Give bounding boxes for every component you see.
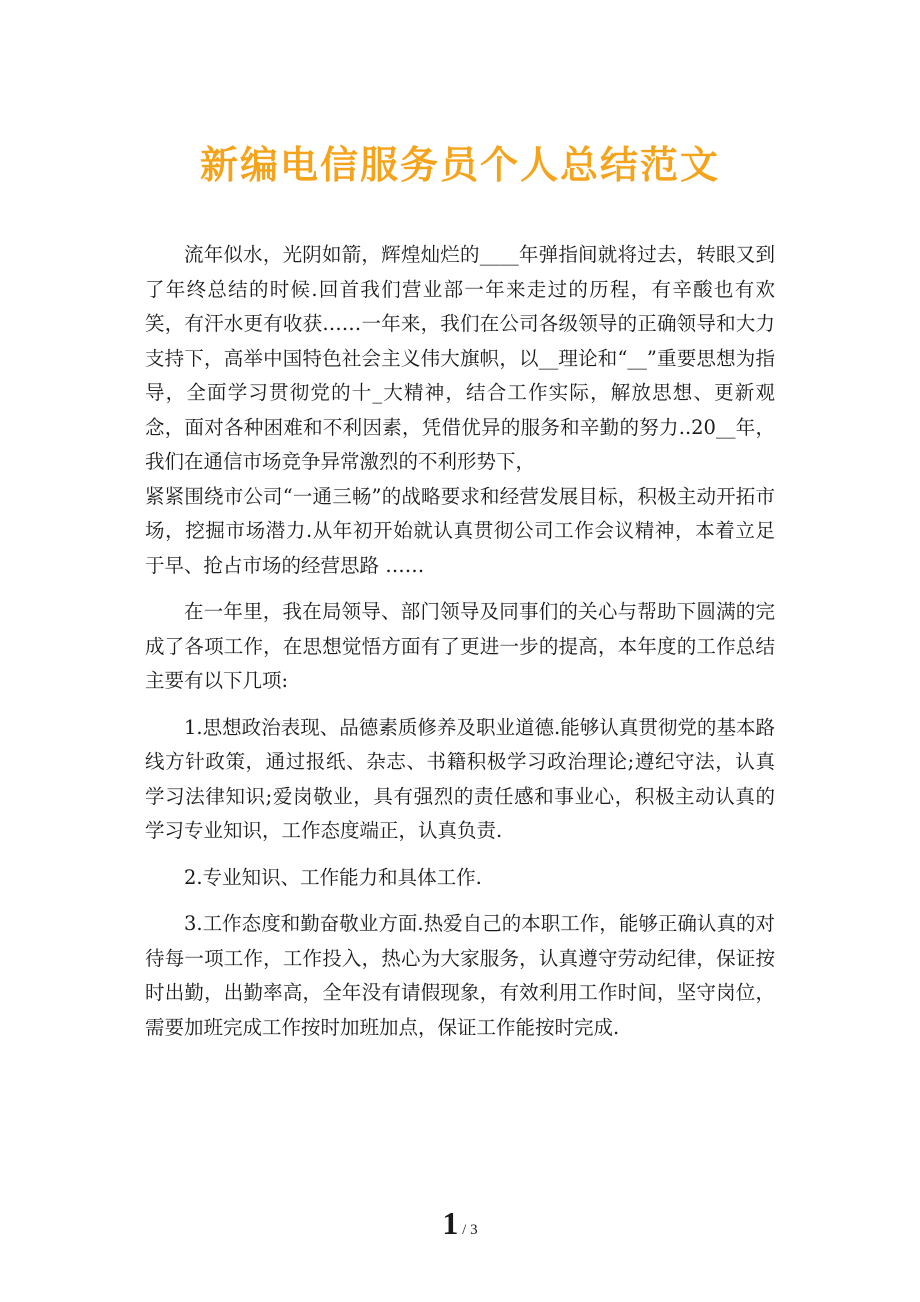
page-current: 1	[442, 1205, 459, 1241]
paragraph-item-1: 1.思想政治表现、品德素质修养及职业道德.能够认真贯彻党的基本路线方针政策，通过报纸、杂志、书籍积极学习政治理论;遵纪守法，认真学习法律知识;爱岗敬业，具有强烈的责任感和事业心，积极主动认真的学习专业知识，工作态度端正，认真负责.	[145, 715, 775, 842]
page-total: 3	[470, 1222, 478, 1238]
paragraph-overview: 在一年里，我在局领导、部门领导及同事们的关心与帮助下圆满的完成了各项工作，在思想觉悟方面有了更进一步的提高，本年度的工作总结主要有以下几项:	[145, 600, 775, 692]
document-body	[145, 238, 775, 1045]
document-title: 新编电信服务员个人总结范文	[199, 142, 720, 188]
paragraph-strategy: 紧紧围绕市公司“一通三畅”的战略要求和经营发展目标，积极主动开拓市场，挖掘市场潜力.从年初开始就认真贯彻公司工作会议精神，本着立足于早、抢占市场的经营思路 ……	[145, 484, 775, 577]
page-separator: /	[458, 1222, 471, 1238]
paragraph-item-2: 2.专业知识、工作能力和具体工作.	[184, 865, 482, 889]
paragraph-intro: 流年似水，光阴如箭，辉煌灿烂的____年弹指间就将过去，转眼又到了年终总结的时候.回首我们营业部一年来走过的历程，有辛酸也有欢笑，有汗水更有收获……一年来，我们在公司各级领导的正确领导和大力支持下，高举中国特色社会主义伟大旗帜，以__理论和“__”重要思想为指导，全面学习贯彻党的十_大精神，结合工作实际，解放思想、更新观念，面对各种困难和不利因素，凭借优异的服务和辛勤的努力..20__年，我们在通信市场竞争异常激烈的不利形势下，	[145, 243, 775, 473]
paragraph-item-3: 3.工作态度和勤奋敬业方面.热爱自己的本职工作，能够正确认真的对待每一项工作，工作投入，热心为大家服务，认真遵守劳动纪律，保证按时出勤，出勤率高，全年没有请假现象，有效利用工作时间，坚守岗位，需要加班完成工作按时加班加点，保证工作能按时完成.	[145, 912, 775, 1039]
page-number	[0, 1205, 920, 1242]
